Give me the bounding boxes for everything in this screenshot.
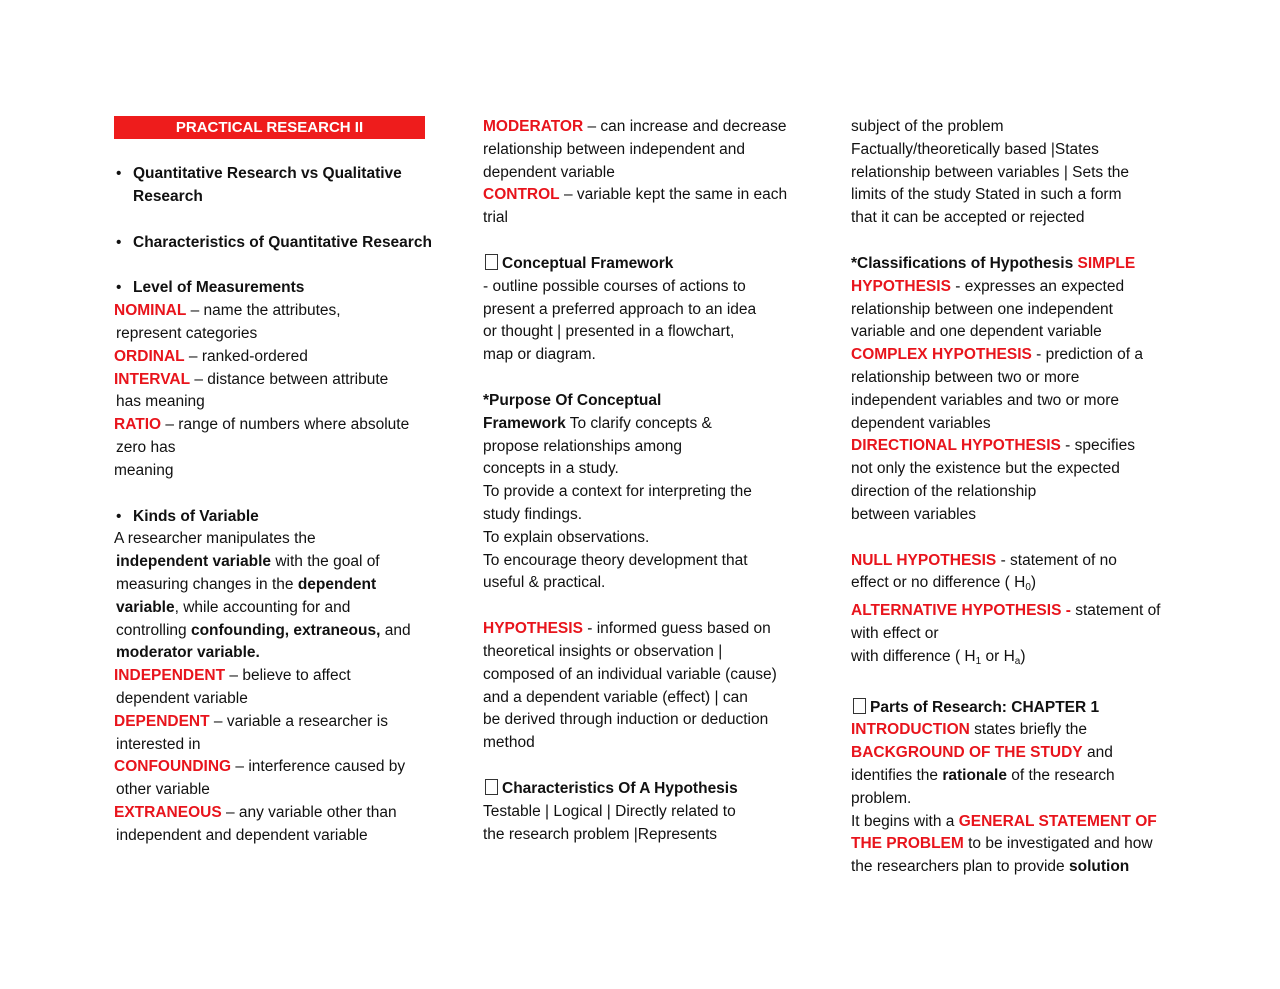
confounding-def: CONFOUNDING – interference caused by — [114, 758, 406, 776]
column-3: subject of the problem Factually/theoretically based |States relationship between variables | Sets the limits of the study Stated in such a form that it can be accepted or rejected *Classifications of Hypothesis SIMPLE HYPOTHESIS - expresses an expected relationship between one independent variable and one dependent variable COMPLEX HYPOTHESIS - prediction of a relationship between two or more independent variables and two or more dependent variables DIRECTIONAL HYPOTHESIS - specifies not only the existence but the expected direction of the relationship between variables NULL HYPOTHESIS - statement of no effect or no difference ( $H_0$) ALTERNATIVE HYPOTHESIS - statement of with effect or with difference ( $H_1$ or $H_a$) Parts of Research: CHAPTER 1 INTRODUCTION states briefly the BACKGROUND OF THE STUDY and identifies the rationale of the research problem. It begins with a GENERAL STATEMENT OF THE PROBLEM to be investigated and how the researchers plan to provide solution — [851, 116, 1181, 879]
checkbox-icon — [485, 254, 498, 270]
purpose-heading: *Purpose Of Conceptual — [483, 391, 662, 409]
bullet-quant-vs-qual: • Quantitative Research vs Qualitative Research — [114, 163, 444, 209]
control-def: CONTROL – variable kept the same in each — [483, 186, 788, 204]
complex-hypothesis-def: COMPLEX HYPOTHESIS - prediction of a — [851, 346, 1144, 364]
directional-hypothesis-def: DIRECTIONAL HYPOTHESIS - specifies — [851, 437, 1135, 455]
bullet-icon: • — [116, 233, 122, 251]
simple-hypothesis-def: HYPOTHESIS - expresses an expected — [851, 277, 1125, 295]
null-hypothesis-def: NULL HYPOTHESIS - statement of no — [851, 551, 1117, 569]
interval-def: INTERVAL – distance between attribute — [114, 370, 389, 388]
checkbox-icon — [853, 698, 866, 714]
bullet-kinds-of-variable: • Kinds of Variable — [114, 506, 444, 529]
column-2: MODERATOR – can increase and decrease relationship between independent and dependent variable CONTROL – variable kept the same in each trial Conceptual Framework - outline possible courses of actions to present a preferred approach to an idea or thought | presented in a flowchart, map or diagram. *Purpose Of Conceptual Framework To clarify concepts & propose relationships among concepts in a study. To provide a context for interpreting the study findings. To explain observations. To encourage theory development that useful & practical. HYPOTHESIS - informed guess based on theoretical insights or observation | composed of an individual variable (cause) and a dependent variable (effect) | can be derived through induction or deduction method Characteristics Of A Hypothesis Testable | Logical | Directly related to the research problem |Represents — [483, 116, 813, 846]
ratio-def: RATIO – range of numbers where absolute — [114, 416, 410, 434]
conceptual-framework-heading: Conceptual Framework — [483, 253, 813, 276]
nominal-def: NOMINAL – name the attributes, — [114, 302, 341, 320]
parts-of-research-heading: Parts of Research: CHAPTER 1 — [851, 697, 1181, 720]
checkbox-icon — [485, 779, 498, 795]
alternative-hypothesis-def: ALTERNATIVE HYPOTHESIS - statement of — [851, 602, 1161, 620]
dependent-def: DEPENDENT – variable a researcher is — [114, 712, 388, 730]
document-title: PRACTICAL RESEARCH II — [114, 116, 425, 139]
extraneous-def: EXTRANEOUS – any variable other than — [114, 803, 397, 821]
bullet-icon: • — [116, 507, 122, 525]
column-1: PRACTICAL RESEARCH II • Quantitative Research vs Qualitative Research • Characteristics of Quantitative Research • Level of Measurements NOMINAL – name the attributes, represent categories ORDINAL – ranked-ordered INTERVAL – distance between attribute has meaning RATIO – range of numbers where absolute zero has meaning • Kinds of Variable A researcher manipulates the independent variable with the goal of measuring changes in the dependent variable, while accounting for and controlling confounding, extraneous, and moderator variable. INDEPENDENT – believe to affect dependent variable DEPENDENT – variable a researcher is interested in CONFOUNDING – interference caused by other variable EXTRANEOUS – any variable other than independent and dependent variable — [114, 116, 444, 848]
characteristics-hypothesis-heading: Characteristics Of A Hypothesis — [483, 778, 813, 801]
bullet-characteristics: • Characteristics of Quantitative Research — [114, 232, 444, 255]
classifications-heading: *Classifications of Hypothesis SIMPLE — [851, 254, 1136, 272]
hypothesis-def: HYPOTHESIS - informed guess based on — [483, 620, 771, 638]
moderator-def: MODERATOR – can increase and decrease — [483, 118, 787, 135]
bullet-level-of-measurements: • Level of Measurements — [114, 277, 444, 300]
introduction-def: INTRODUCTION states briefly the — [851, 721, 1087, 739]
bullet-icon: • — [116, 279, 122, 297]
independent-def: INDEPENDENT – believe to affect — [114, 667, 351, 685]
bullet-icon: • — [116, 165, 122, 182]
ordinal-def: ORDINAL – ranked-ordered — [114, 347, 308, 365]
